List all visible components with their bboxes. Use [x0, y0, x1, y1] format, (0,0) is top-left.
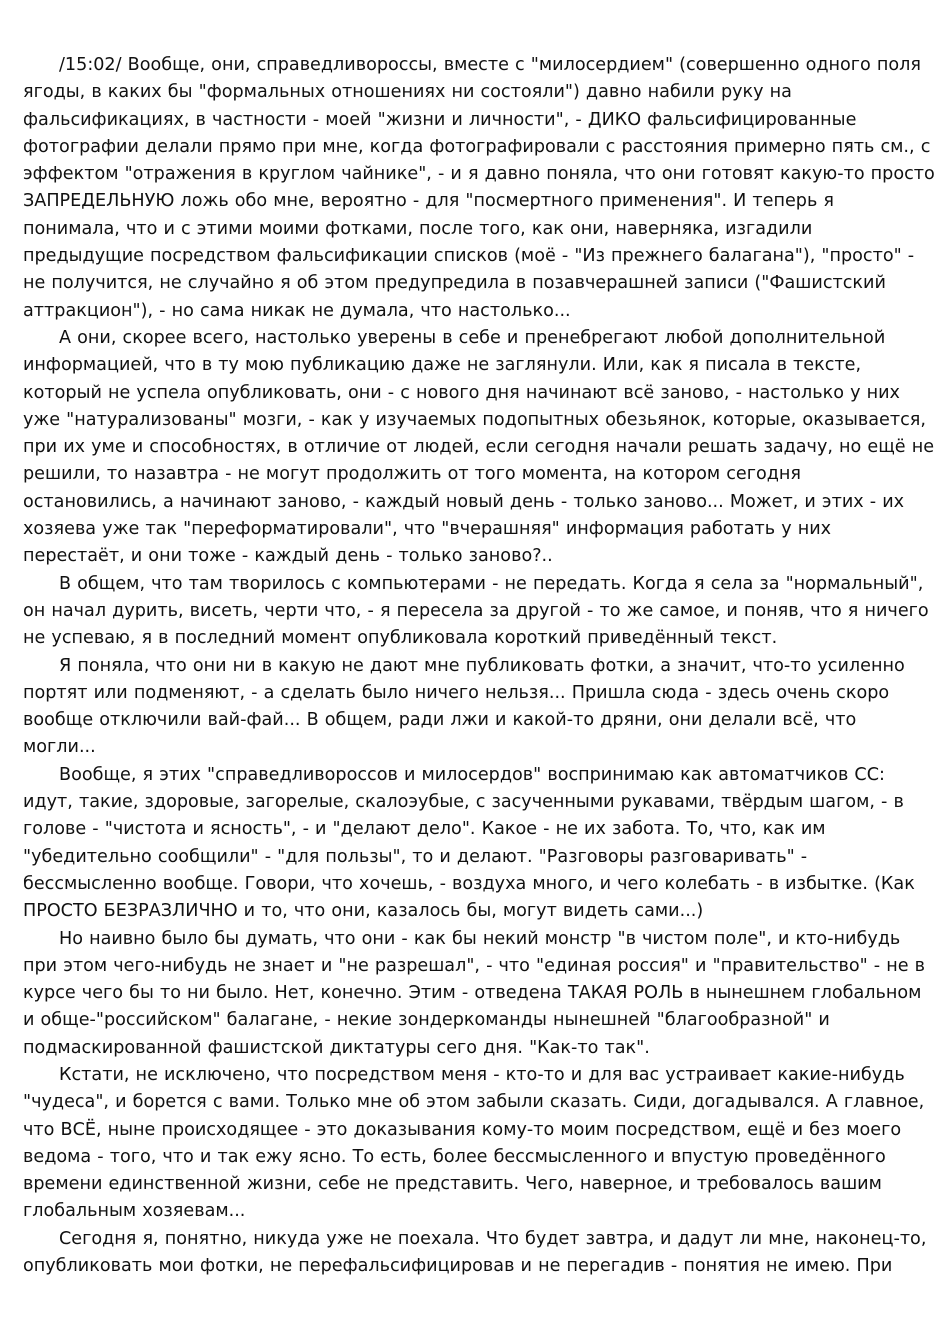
- paragraph: В общем, что там творилось с компьютерами - не передать. Когда я села за "нормальный", он начал дурить, висеть, черти что, - я пересела за другой - то же самое, и поняв, что я ничего не успеваю, я в последний момент опубликовала короткий приведённый текст.: [23, 573, 929, 649]
- paragraph: А они, скорее всего, настолько уверены в себе и пренебрегают любой дополнительной информацией, что в ту мою публикацию даже не заглянули. Или, как я писала в тексте, который не успела опубликовать, они - с нового дня начинают всё заново, - настолько у них уже "натурализованы" мозги, - как у изучаемых подопытных обезьянок, которые, оказывается, при их уме и способностях, в отличие от людей, если сегодня начали решать задачу, но ещё не решили, то назавтра - не могут продолжить от того момента, на котором сегодня остановились, а начинают заново, - каждый новый день - только заново... Может, и этих - их хозяева уже так "переформатировали", что "вчерашняя" информация работать у них перестаёт, и они тоже - каждый день - только заново?..: [23, 327, 935, 567]
- paragraph: /15:02/ Вообще, они, справедливороссы, вместе с "милосердием" (совершенно одного поля ягоды, в каких бы "формальных отношениях ни состояли") давно набили руку на фальсификациях, в частности - моей "жизни и личности", - ДИКО фальсифицированные фотографии делали прямо при мне, когда фотографировали с расстояния примерно пять см., с эффектом "отражения в круглом чайнике", - и я давно поняла, что они готовят какую-то просто ЗАПРЕДЕЛЬНУЮ ложь обо мне, вероятно - для "посмертного применения". И теперь я понимала, что и с этими моими фотками, после того, как они, наверняка, изгадили предыдущие посредством фальсификации списков (моё - "Из прежнего балагана"), "просто" - не получится, не случайно я об этом предупредила в позавчерашней записи ("Фашистский аттракцион"), - но сама никак не думала, что настолько...: [23, 55, 935, 321]
- document-body: [23, 52, 935, 1280]
- paragraph: Но наивно было бы думать, что они - как бы некий монстр "в чистом поле", и кто-нибудь при этом чего-нибудь не знает и "не разрешал", - что "единая россия" и "правительство" - не в курсе чего бы то ни было. Нет, конечно. Этим - отведена ТАКАЯ РОЛЬ в нынешнем глобальном и обще-"российском" балагане, - некие зондеркоманды нынешней "благообразной" и подмаскированной фашистской диктатуры сего дня. "Как-то так".: [23, 928, 926, 1058]
- paragraph: Вообще, я этих "справедливороссов и милосердов" воспринимаю как автоматчиков СС: идут, такие, здоровые, загорелые, скалоэубые, с засученными рукавами, твёрдым шагом, - в голове - "чистота и ясность", - и "делают дело". Какое - не их забота. То, что, как им "убедительно сообщили" - "для пользы", то и делают. "Разговоры разговаривать" - бессмысленно вообще. Говори, что хочешь, - воздуха много, и чего колебать - в избытке. (Как ПРОСТО БЕЗРАЗЛИЧНО и то, что они, казалось бы, могут видеть сами...): [23, 764, 915, 922]
- paragraph: Сегодня я, понятно, никуда уже не поехала. Что будет завтра, и дадут ли мне, наконец-то, опубликовать мои фотки, не перефальсифицировав и не перегадив - понятия не имею. При: [23, 1228, 927, 1277]
- paragraph: Кстати, не исключено, что посредством меня - кто-то и для вас устраивает какие-нибудь "чудеса", и борется с вами. Только мне об этом забыли сказать. Сиди, догадывался. А главное, что ВСЁ, ныне происходящее - это доказывания кому-то моим посредством, ещё и без моего ведома - того, что и так ежу ясно. То есть, более бессмысленного и впустую проведённого времени единственной жизни, себе не представить. Чего, наверное, и требовалось вашим глобальным хозяевам...: [23, 1064, 925, 1222]
- paragraph: Я поняла, что они ни в какую не дают мне публиковать фотки, а значит, что-то усиленно портят или подменяют, - а сделать было ничего нельзя... Пришла сюда - здесь очень скоро вообще отключили вай-фай... В общем, ради лжи и какой-то дряни, они делали всё, что могли...: [23, 655, 905, 758]
